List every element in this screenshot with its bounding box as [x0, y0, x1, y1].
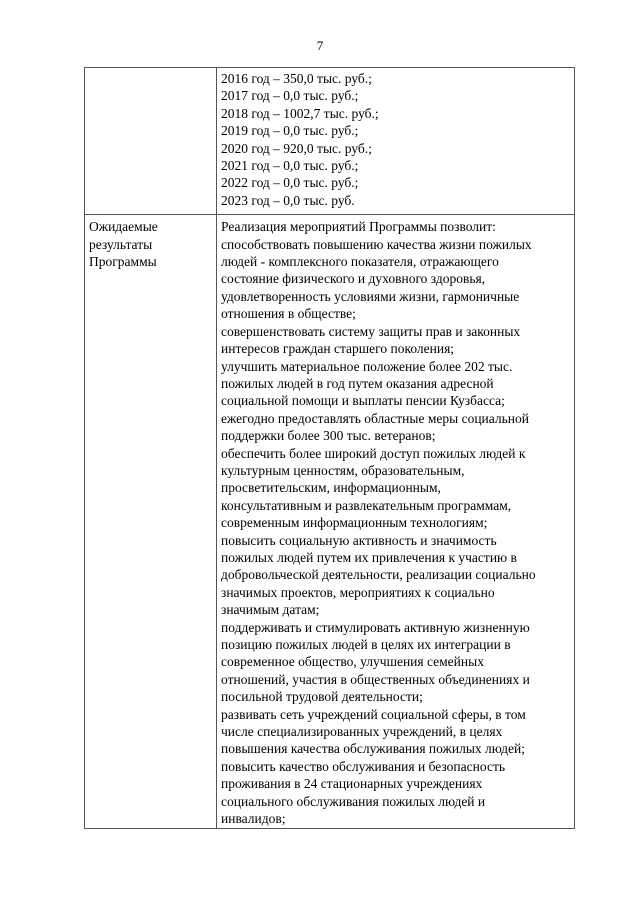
expected-results-text-cell	[217, 215, 575, 829]
results-line: состояние физического и духовного здоровья,	[221, 271, 486, 287]
results-line: совершенствовать систему защиты прав и законных	[221, 323, 521, 339]
row-label-line: результаты	[89, 236, 153, 252]
results-line: Реализация мероприятий Программы позволит:	[221, 219, 496, 235]
funding-line: 2023 год – 0,0 тыс. руб.	[221, 192, 355, 208]
results-line: улучшить материальное положение более 202 тыс.	[221, 358, 513, 374]
results-line: социальной помощи и выплаты пенсии Кузбасса;	[221, 393, 505, 409]
results-line: поддерживать и стимулировать активную жизненную	[221, 619, 530, 635]
funding-values-cell	[217, 68, 575, 215]
results-line: ежегодно предоставлять областные меры социальной	[221, 410, 529, 426]
results-line: посильной трудовой деятельности;	[221, 689, 423, 705]
results-line: добровольческой деятельности, реализации социально	[221, 567, 536, 583]
funding-line: 2017 год – 0,0 тыс. руб.;	[221, 88, 359, 104]
funding-line: 2019 год – 0,0 тыс. руб.;	[221, 123, 359, 139]
results-line: современное общество, улучшения семейных	[221, 654, 484, 670]
funding-line: 2021 год – 0,0 тыс. руб.;	[221, 158, 359, 174]
results-line: отношений, участия в общественных объединениях и	[221, 671, 530, 687]
results-line: отношения в обществе;	[221, 306, 356, 322]
page-number: 7	[316, 38, 324, 53]
results-line: людей - комплексного показателя, отражающего	[221, 254, 499, 270]
results-line: культурным ценностям, образовательным,	[221, 462, 465, 478]
row-label-line: Программы	[89, 254, 157, 270]
funding-line: 2018 год – 1002,7 тыс. руб.;	[221, 105, 379, 121]
funding-line: 2016 год – 350,0 тыс. руб.;	[221, 71, 372, 86]
row-label-line: Ожидаемые	[89, 219, 158, 235]
results-line: развивать сеть учреждений социальной сферы, в том	[221, 706, 526, 722]
results-line: удовлетворенность условиями жизни, гармоничные	[221, 288, 520, 304]
results-line: значимых проектов, мероприятиях к социально	[221, 584, 495, 600]
results-line: позицию пожилых людей в целях их интеграции в	[221, 637, 511, 652]
program-passport-table	[84, 67, 575, 829]
results-line: пожилых людей в год путем оказания адресной	[221, 375, 494, 391]
results-line: просветительским, информационным,	[221, 480, 441, 496]
results-line: современным информационным технологиям;	[221, 515, 488, 531]
funding-line: 2020 год – 920,0 тыс. руб.;	[221, 140, 372, 156]
results-line: пожилых людей путем их привлечения к участию в	[221, 549, 517, 565]
funding-row	[85, 68, 575, 215]
expected-results-row	[85, 215, 575, 829]
results-line: числе специализированных учреждений, в целях	[221, 724, 503, 740]
results-line: повысить социальную активность и значимость	[221, 532, 497, 548]
results-line: обеспечить более широкий доступ пожилых людей к	[221, 445, 526, 461]
results-line: инвалидов;	[221, 811, 286, 827]
results-line: консультативным и развлекательным программам,	[221, 497, 512, 513]
results-line: повысить качество обслуживания и безопасность	[221, 758, 506, 774]
expected-results-label-cell	[85, 215, 217, 829]
results-line: поддержки более 300 тыс. ветеранов;	[221, 428, 436, 444]
results-line: социального обслуживания пожилых людей и	[221, 793, 486, 809]
funding-label-cell	[85, 68, 217, 215]
results-line: значимым датам;	[221, 602, 320, 618]
results-line: проживания в 24 стационарных учреждениях	[221, 776, 483, 792]
results-line: способствовать повышению качества жизни пожилых	[221, 236, 532, 252]
results-line: интересов граждан старшего поколения;	[221, 341, 455, 357]
results-line: повышения качества обслуживания пожилых людей;	[221, 741, 526, 757]
funding-line: 2022 год – 0,0 тыс. руб.;	[221, 175, 359, 191]
